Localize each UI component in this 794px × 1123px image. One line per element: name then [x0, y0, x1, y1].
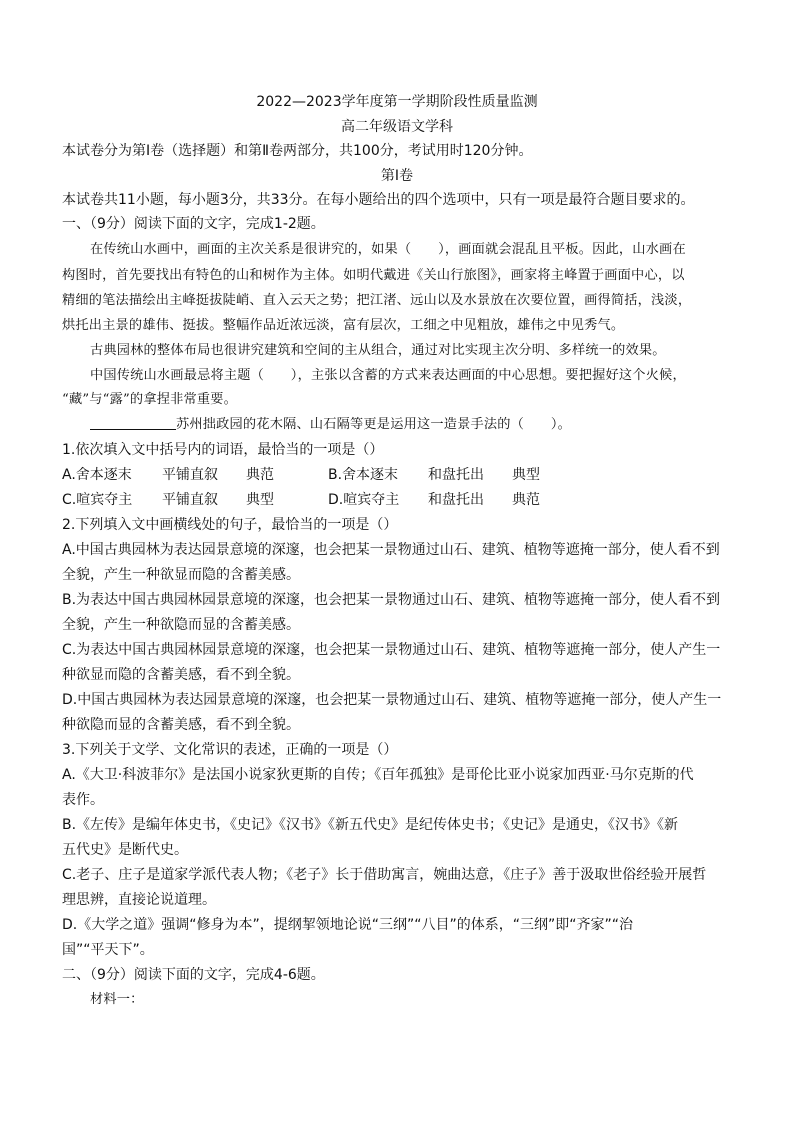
exam-title: 2022—2023学年度第一学期阶段性质量监测	[256, 94, 538, 110]
passage-line: 烘托出主景的雄伟、挺拔。整幅作品近浓远淡，富有层次，工细之中见粗放，雄伟之中见秀气。	[62, 318, 625, 333]
question-2-option-a: A.中国古典园林为表达园景意境的深邃，也会把某一景物通过山石、建筑、植物等遮掩一部分，使人看不到	[62, 542, 720, 558]
question-3-option-d: D.《大学之道》强调“修身为本”，提纲挈领地论说“三纲”“八目”的体系，“三纲”即“齐家”“治	[62, 917, 634, 933]
question-2-option-c: C.为表达中国古典园林园景意境的深邃，也会把某一景物通过山石、建筑、植物等遮掩一部分，使人产生一	[62, 642, 721, 658]
question-2-option-b: B.为表达中国古典园林园景意境的深邃，也会把某一景物通过山石、建筑、植物等遮掩一部分，使人看不到	[62, 592, 721, 608]
question-3-option-a: A.《大卫·科波菲尔》是法国小说家狄更斯的自传；《百年孤独》是哥伦比亚小说家加西亚·马尔克斯的代	[62, 767, 694, 783]
option-b-word1: B.舍本逐末	[328, 467, 399, 483]
question-3-option-a-cont: 表作。	[62, 792, 104, 808]
option-a-word3: 典范	[246, 467, 274, 483]
passage-line: 中国传统山水画最忌将主题（ ），主张以含蓄的方式来表达画面的中心思想。要把握好这个火候，	[90, 368, 686, 383]
section2-heading: 二、（9分）阅读下面的文字，完成4-6题。	[62, 967, 325, 983]
option-c-word3: 典型	[246, 492, 274, 508]
question-2-option-a-cont: 全貌，产生一种欲显而隐的含蓄美感。	[62, 567, 300, 583]
option-b-word3: 典型	[512, 467, 540, 483]
material-label: 材料一：	[90, 992, 144, 1007]
fill-blank-underline	[90, 415, 176, 430]
section1-heading: 一、（9分）阅读下面的文字，完成1-2题。	[62, 216, 325, 232]
passage-line: 构图时，首先要找出有特色的山和树作为主体。如明代戴进《关山行旅图》，画家将主峰置于画面中心，以	[62, 268, 685, 283]
option-d-word1: D.喧宾夺主	[328, 492, 400, 508]
passage-blank-line: 苏州拙政园的花木隔、山石隔等更是运用这一造景手法的（ ）。	[90, 415, 571, 435]
volume-heading: 第Ⅰ卷	[380, 168, 414, 184]
option-c-word2: 平铺直叙	[162, 492, 218, 508]
question-3-option-b: B.《左传》是编年体史书，《史记》《汉书》《新五代史》是纪传体史书；《史记》是通史，《汉书》《新	[62, 817, 679, 833]
question-3-stem: 3.下列关于文学、文化常识的表述，正确的一项是（）	[62, 742, 398, 758]
passage-line: 古典园林的整体布局也很讲究建筑和空间的主从组合，通过对比实现主次分明、多样统一的效果。	[90, 343, 666, 358]
exam-subtitle: 高二年级语文学科	[341, 119, 453, 135]
question-2-option-d: D.中国古典园林为表达园景意境的深邃，也会把某一景物通过山石、建筑、植物等遮掩一部分，使人产生一	[62, 692, 722, 708]
question-3-option-b-cont: 五代史》是断代史。	[62, 842, 188, 858]
option-d-word3: 典范	[512, 492, 540, 508]
question-1-stem: 1.依次填入文中括号内的词语，最恰当的一项是（）	[62, 442, 384, 458]
option-b-word2: 和盘托出	[428, 467, 484, 483]
passage-line: 在传统山水画中，画面的主次关系是很讲究的，如果（ ），画面就会混乱且平板。因此，山水画在	[90, 242, 686, 257]
question-2-option-c-cont: 种欲显而隐的含蓄美感，看不到全貌。	[62, 667, 300, 683]
passage-line: “藏”与“露”的拿捏非常重要。	[62, 392, 238, 407]
exam-intro: 本试卷分为第Ⅰ卷（选择题）和第Ⅱ卷两部分，共100分，考试用时120分钟。	[62, 143, 533, 159]
option-a-word2: 平铺直叙	[162, 467, 218, 483]
option-d-word2: 和盘托出	[428, 492, 484, 508]
question-3-option-c-cont: 理思辨，直接论说道理。	[62, 892, 216, 908]
question-2-option-b-cont: 全貌，产生一种欲隐而显的含蓄美感。	[62, 617, 300, 633]
question-3-option-d-cont: 国”“平天下”。	[62, 942, 154, 958]
option-c-word1: C.喧宾夺主	[62, 492, 133, 508]
question-3-option-c: C.老子、庄子是道家学派代表人物；《老子》长于借助寓言，婉曲达意，《庄子》善于汲取世俗经验开展哲	[62, 867, 707, 883]
question-2-option-d-cont: 种欲隐而显的含蓄美感，看不到全貌。	[62, 717, 300, 733]
instructions: 本试卷共11小题，每小题3分，共33分。在每小题给出的四个选项中，只有一项是最符合题目要求的。	[62, 192, 695, 208]
question-2-stem: 2.下列填入文中画横线处的句子，最恰当的一项是（）	[62, 517, 398, 533]
option-a-word1: A.舍本逐末	[62, 467, 132, 483]
passage-line: 精细的笔法描绘出主峰挺拔陡峭、直入云天之势；把江渚、远山以及水景放在次要位置，画得简括，浅淡，	[62, 293, 692, 308]
